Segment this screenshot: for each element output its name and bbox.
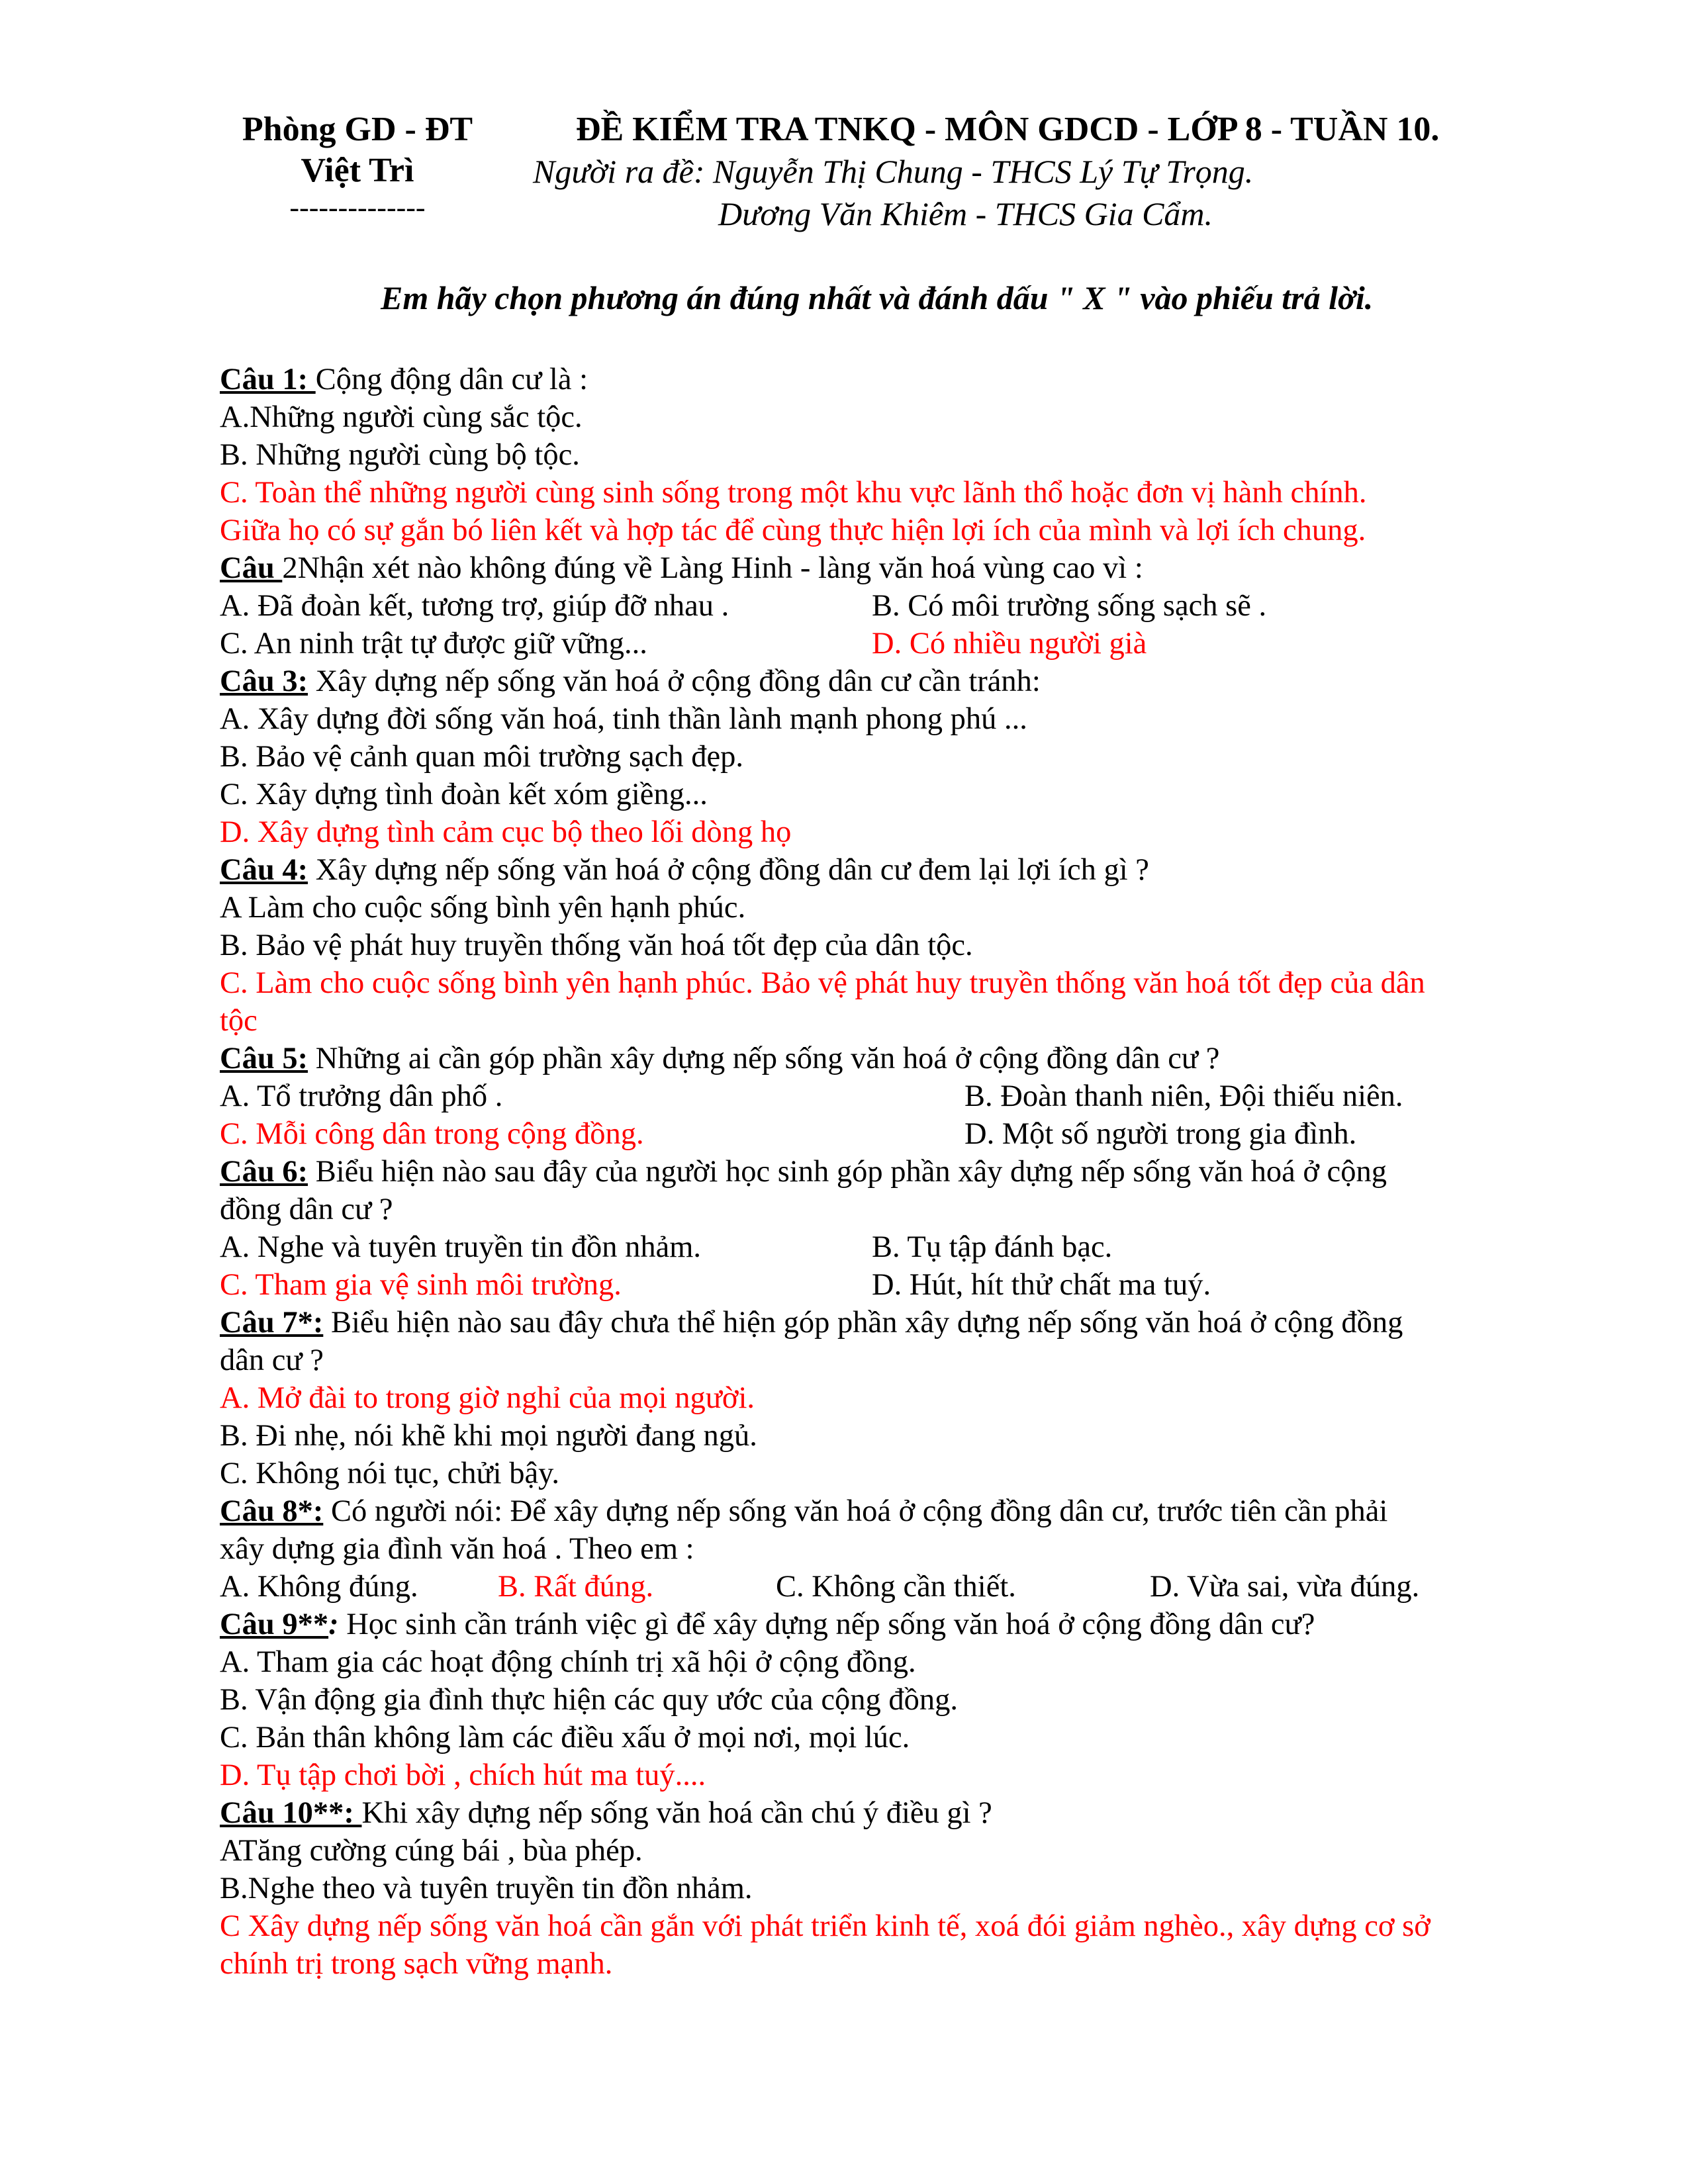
title-block [503, 109, 1642, 235]
question-label: Câu 4: [220, 853, 308, 887]
question-2 [220, 549, 1564, 587]
q2-option-b: B. Có môi trường sống sạch sẽ . [872, 589, 1267, 623]
q9-option-c: C. Bản thân không làm các điều xấu ở mọi nơi, mọi lúc. [220, 1721, 910, 1754]
question-text: Có người nói: Để xây dựng nếp sống văn hoá ở cộng đồng dân cư, trước tiên cần phải [323, 1494, 1388, 1528]
question-label: Câu 7*: [220, 1306, 324, 1340]
q6-option-c: C. Tham gia vệ sinh môi trường. [220, 1268, 622, 1302]
q5-option-a: A. Tổ trưởng dân phố . [220, 1079, 503, 1113]
question-5 [220, 1040, 1564, 1077]
question-text: Những ai cần góp phần xây dựng nếp sống văn hoá ở cộng đồng dân cư ? [308, 1042, 1220, 1075]
q3-option-a: A. Xây dựng đời sống văn hoá, tinh thần lành mạnh phong phú ... [220, 702, 1027, 736]
question-6 [220, 1153, 1564, 1191]
q5-option-d: D. Một số người trong gia đình. [964, 1117, 1357, 1151]
question-label: Câu 1: [220, 363, 316, 396]
q6-option-a: A. Nghe và tuyên truyền tin đồn nhảm. [220, 1230, 702, 1264]
question-8 [220, 1492, 1564, 1530]
instruction: Em hãy chọn phương án đúng nhất và đánh dấu " X " vào phiếu trả lời. [381, 279, 1374, 316]
q1-option-c-cont: Giữa họ có sự gắn bó liên kết và hợp tác để cùng thực hiện lợi ích của mình và lợi ích chung. [220, 514, 1366, 547]
question-9 [220, 1606, 1564, 1643]
author-line-1: Người ra đề: Nguyễn Thị Chung - THCS Lý Tự Trọng. [533, 153, 1254, 190]
q2-options-cd [220, 625, 1564, 662]
question-text: Biểu hiện nào sau đây của người học sinh góp phần xây dựng nếp sống văn hoá ở cộng [308, 1155, 1387, 1189]
q5-option-c: C. Mỗi công dân trong cộng đồng. [220, 1117, 644, 1151]
q2-options-ab [220, 587, 1564, 625]
questions [220, 361, 1564, 1983]
q3-option-c: C. Xây dựng tình đoàn kết xóm giềng... [220, 778, 708, 811]
q4-option-c-cont: tộc [220, 1004, 258, 1038]
q7-option-c: C. Không nói tục, chửi bậy. [220, 1457, 559, 1490]
question-7 [220, 1304, 1564, 1342]
q7-option-b: B. Đi nhẹ, nói khẽ khi mọi người đang ngủ. [220, 1419, 757, 1453]
q9-option-a: A. Tham gia các hoạt động chính trị xã hội ở cộng đồng. [220, 1645, 916, 1679]
q5-options-ab [220, 1077, 1564, 1115]
question-text: 2Nhận xét nào không đúng về Làng Hinh - làng văn hoá vùng cao vì : [282, 551, 1143, 585]
q6-options-ab [220, 1228, 1564, 1266]
q10-option-b: B.Nghe theo và tuyên truyền tin đồn nhảm. [220, 1872, 753, 1905]
q9-option-b: B. Vận động gia đình thực hiện các quy ước của cộng đồng. [220, 1683, 958, 1717]
q6-option-b: B. Tụ tập đánh bạc. [872, 1230, 1113, 1264]
q4-option-a: A Làm cho cuộc sống bình yên hạnh phúc. [220, 891, 746, 925]
question-label: Câu 8*: [220, 1494, 324, 1528]
question-8-cont: xây dựng gia đình văn hoá . Theo em : [220, 1532, 694, 1566]
question-text: Học sinh cần tránh việc gì để xây dựng nếp sống văn hoá ở cộng đồng dân cư? [338, 1608, 1315, 1641]
question-label-colon: : [328, 1608, 339, 1641]
q1-option-c: C. Toàn thể những người cùng sinh sống trong một khu vực lãnh thổ hoặc đơn vị hành chính. [220, 476, 1367, 510]
question-1 [220, 361, 1564, 398]
q10-option-c: C Xây dựng nếp sống văn hoá cần gắn với phát triển kinh tế, xoá đói giảm nghèo., xây dựng cơ sở [220, 1909, 1430, 1943]
department-line-2: Việt Trì [301, 152, 414, 189]
q3-option-d: D. Xây dựng tình cảm cục bộ theo lối dòng họ [220, 815, 792, 849]
q9-option-d: D. Tụ tập chơi bời , chích hút ma tuý.... [220, 1758, 706, 1792]
question-text: Khi xây dựng nếp sống văn hoá cần chú ý điều gì ? [361, 1796, 992, 1830]
question-text: Cộng động dân cư là : [315, 363, 588, 396]
question-label: Câu 6: [220, 1155, 308, 1189]
question-label: Câu [220, 551, 283, 585]
department-block [225, 109, 490, 224]
q7-option-a: A. Mở đài to trong giờ nghỉ của mọi người. [220, 1381, 755, 1415]
question-7-cont: dân cư ? [220, 1343, 324, 1377]
question-label: Câu 10**: [220, 1796, 362, 1830]
department-divider: -------------- [289, 191, 426, 224]
question-6-cont: đồng dân cư ? [220, 1193, 393, 1226]
question-text: Biểu hiện nào sau đây chưa thể hiện góp phần xây dựng nếp sống văn hoá ở cộng đồng [323, 1306, 1403, 1340]
q8-option-d: D. Vừa sai, vừa đúng. [1150, 1570, 1420, 1604]
q10-option-c-cont: chính trị trong sạch vững mạnh. [220, 1947, 613, 1981]
q4-option-b: B. Bảo vệ phát huy truyền thống văn hoá tốt đẹp của dân tộc. [220, 929, 973, 962]
q2-option-a: A. Đã đoàn kết, tương trợ, giúp đỡ nhau . [220, 589, 729, 623]
exam-title: ĐỀ KIỂM TRA TNKQ - MÔN GDCD - LỚP 8 - TUẦN 10. [576, 111, 1440, 148]
q1-option-b: B. Những người cùng bộ tộc. [220, 438, 580, 472]
q5-options-cd [220, 1115, 1564, 1153]
author-line-2: Dương Văn Khiêm - THCS Gia Cẩm. [718, 195, 1213, 232]
q2-option-d: D. Có nhiều người già [872, 627, 1147, 660]
q3-option-b: B. Bảo vệ cảnh quan môi trường sạch đẹp. [220, 740, 744, 774]
q8-options [220, 1568, 1564, 1606]
question-text: Xây dựng nếp sống văn hoá ở cộng đồng dân cư đem lại lợi ích gì ? [308, 853, 1149, 887]
q6-options-cd [220, 1266, 1564, 1304]
question-label: Câu 5: [220, 1042, 308, 1075]
q8-option-c: C. Không cần thiết. [776, 1570, 1016, 1604]
question-4 [220, 851, 1564, 889]
q6-option-d: D. Hút, hít thử chất ma tuý. [872, 1268, 1211, 1302]
q8-option-a: A. Không đúng. [220, 1570, 418, 1604]
q2-option-c: C. An ninh trật tự được giữ vững... [220, 627, 647, 660]
question-text: Xây dựng nếp sống văn hoá ở cộng đồng dân cư cần tránh: [308, 664, 1041, 698]
question-label: Câu 9** [220, 1608, 329, 1641]
question-10 [220, 1794, 1564, 1832]
q8-option-b: B. Rất đúng. [498, 1570, 654, 1604]
department-line-1: Phòng GD - ĐT [242, 111, 473, 148]
q1-option-a: A.Những người cùng sắc tộc. [220, 400, 583, 434]
question-label: Câu 3: [220, 664, 308, 698]
q10-option-a: ATăng cường cúng bái , bùa phép. [220, 1834, 643, 1868]
q4-option-c: C. Làm cho cuộc sống bình yên hạnh phúc. Bảo vệ phát huy truyền thống văn hoá tốt đẹp của dân [220, 966, 1425, 1000]
q5-option-b: B. Đoàn thanh niên, Đội thiếu niên. [964, 1079, 1403, 1113]
question-3 [220, 662, 1564, 700]
